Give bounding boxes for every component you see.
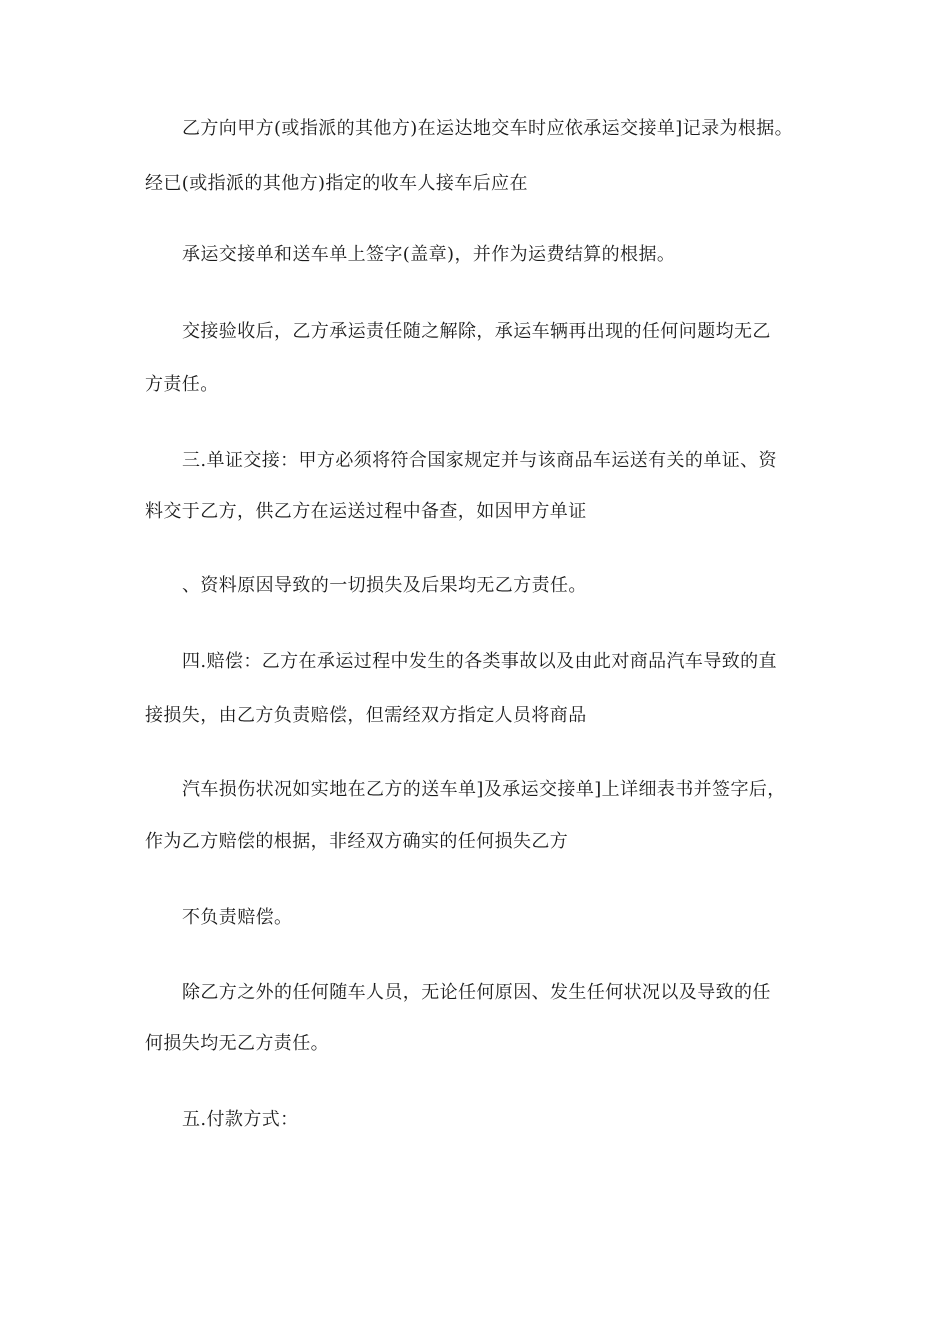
paragraph-line: 除乙方之外的任何随车人员，无论任何原因、发生任何状况以及导致的任 (182, 982, 771, 1003)
section-heading: 五.付款方式： (182, 1109, 299, 1130)
paragraph-line: 三.单证交接：甲方必须将符合国家规定并与该商品车运送有关的单证、资 (182, 450, 777, 471)
paragraph-line: 接损失，由乙方负责赔偿，但需经双方指定人员将商品 (145, 705, 587, 726)
paragraph-line: 经已(或指派的其他方)指定的收车人接车后应在 (145, 173, 528, 194)
paragraph-line: 料交于乙方，供乙方在运送过程中备查，如因甲方单证 (145, 501, 587, 522)
paragraph-line: 作为乙方赔偿的根据，非经双方确实的任何损失乙方 (145, 831, 569, 852)
paragraph-line: 、资料原因导致的一切损失及后果均无乙方责任。 (182, 575, 587, 596)
paragraph-line: 乙方向甲方(或指派的其他方)在运达地交车时应依承运交接单]记录为根据。 (182, 118, 794, 139)
paragraph-line: 不负责赔偿。 (182, 907, 293, 928)
paragraph-line: 四.赔偿：乙方在承运过程中发生的各类事故以及由此对商品汽车导致的直 (182, 651, 777, 672)
paragraph-line: 交接验收后，乙方承运责任随之解除，承运车辆再出现的任何问题均无乙 (182, 321, 771, 342)
paragraph-line: 方责任。 (145, 374, 219, 395)
paragraph-line: 汽车损伤状况如实地在乙方的送车单]及承运交接单]上详细表书并签字后， (182, 779, 786, 800)
paragraph-line: 承运交接单和送车单上签字(盖章)，并作为运费结算的根据。 (182, 244, 676, 265)
paragraph-line: 何损失均无乙方责任。 (145, 1033, 329, 1054)
